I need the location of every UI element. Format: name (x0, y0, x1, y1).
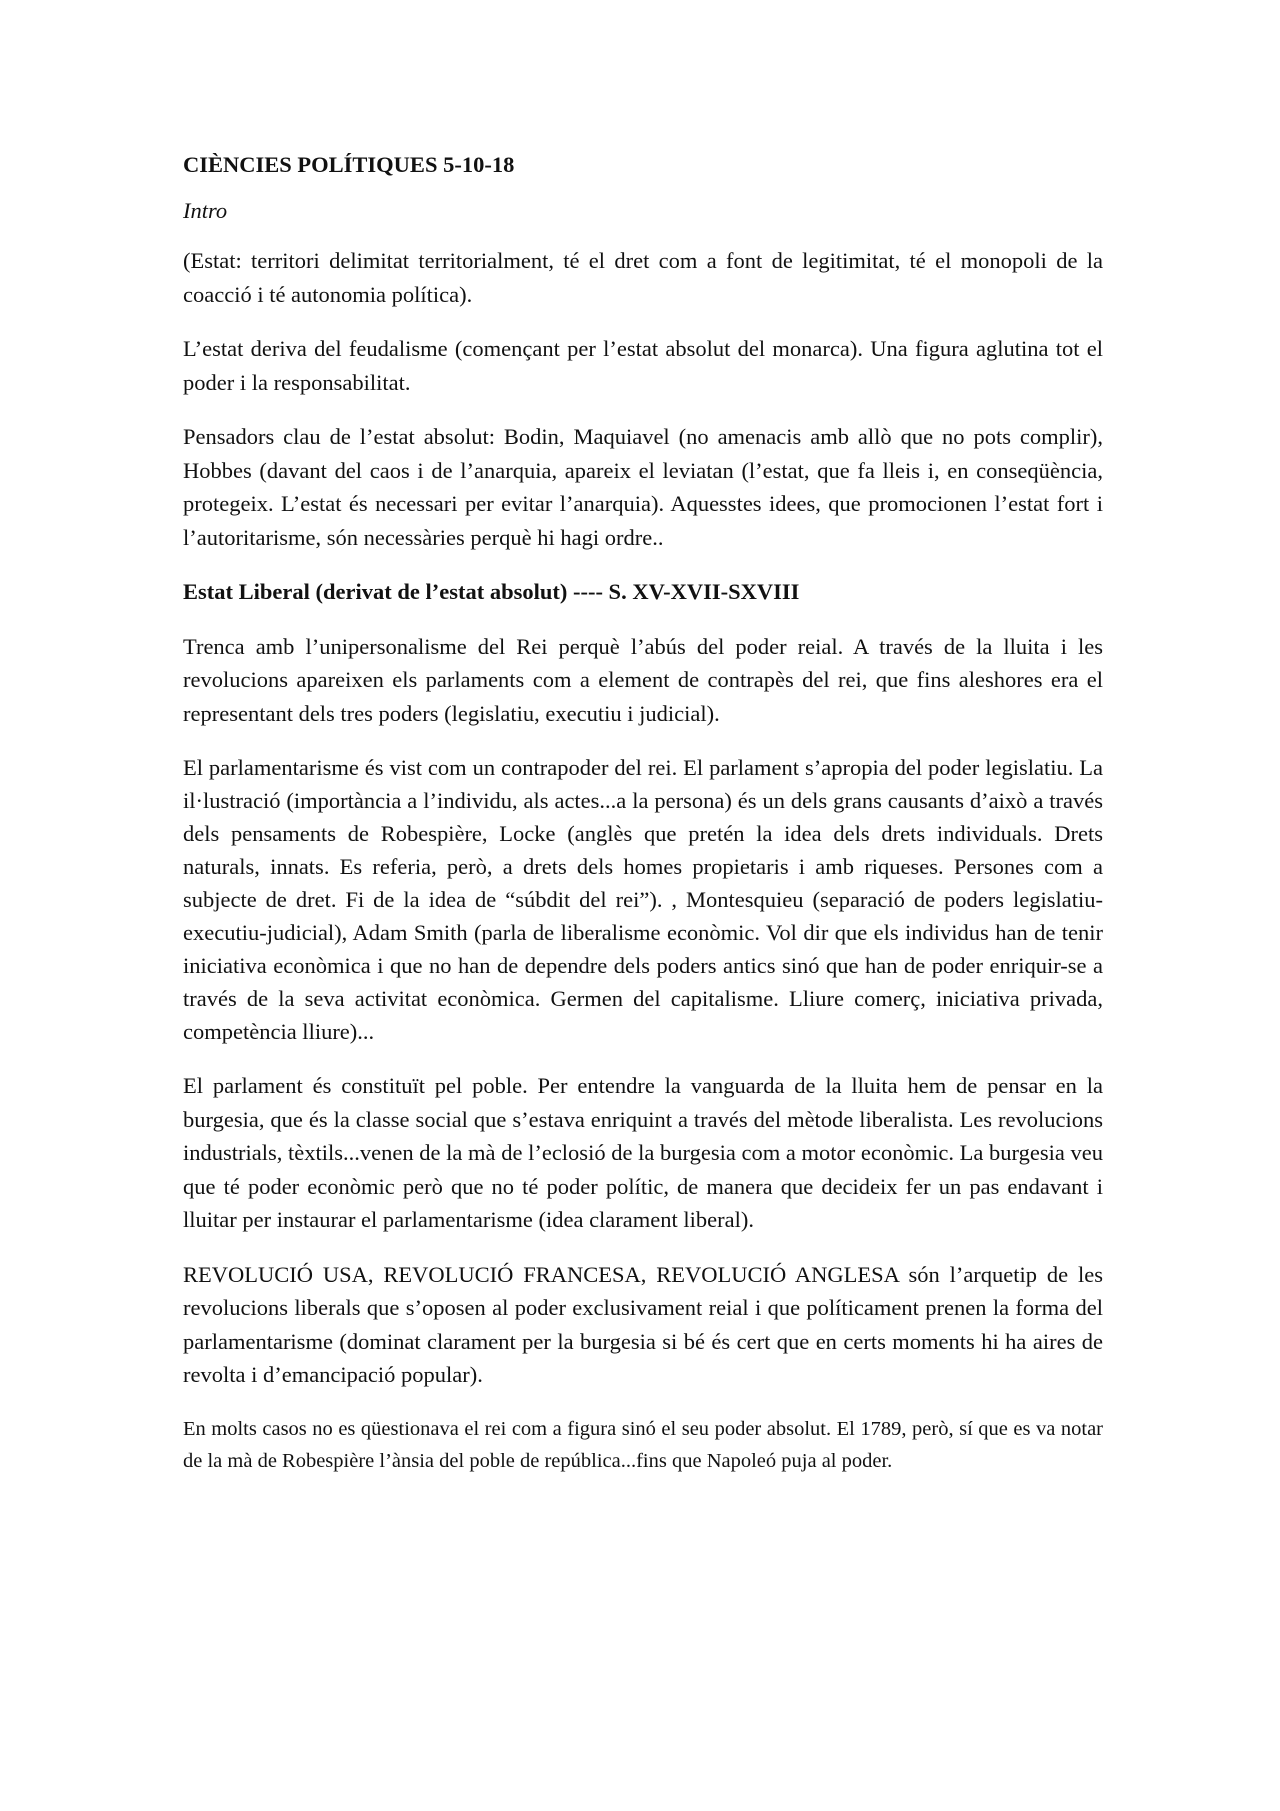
paragraph-feudalisme: L’estat deriva del feudalisme (començant per l’estat absolut del monarca). Una figura aglutina tot el poder i la responsabilitat. (183, 336, 1103, 395)
paragraph-unipersonalisme: Trenca amb l’unipersonalisme del Rei perquè l’abús del poder reial. A través de la lluita i les revolucions apareixen els parlaments com a element de contrapès del rei, que fins aleshores era el representant dels tres poders (legislatiu, executiu i judicial). (183, 633, 1103, 726)
intro-heading: Intro (183, 197, 228, 223)
document-page (183, 148, 1103, 1477)
paragraph-pensadors: Pensadors clau de l’estat absolut: Bodin, Maquiavel (no amenacis amb allò que no pots complir), Hobbes (davant del caos i de l’anarquia, apareix el leviatan (l’estat, que fa lleis i, en conseqüència, protegeix. L’estat és necessari per evitar l’anarquia). Aquesstes idees, que promocionen l’estat fort i l’autoritarisme, són necessàries perquè hi hagi ordre.. (183, 424, 1103, 550)
section-heading-estat-liberal: Estat Liberal (derivat de l’estat absolut) ---- S. XV-XVII-SXVIII (183, 579, 800, 604)
paragraph-parlamentarisme: El parlamentarisme és vist com un contrapoder del rei. El parlament s’apropia del poder legislatiu. La il·lustració (importància a l’individu, als actes...a la persona) és un dels grans causants d’això a través dels pensaments de Robespière, Locke (anglès que pretén la idea dels drets individuals. Drets naturals, innats. Es referia, però, a drets dels homes propietaris i amb riqueses. Persones com a subjecte de dret. Fi de la idea de “súbdit del rei”). , Montesquieu (separació de poders legislatiu-executiu-judicial), Adam Smith (parla de liberalisme econòmic. Vol dir que els individus han de tenir iniciativa econòmica i que no han de dependre dels poders antics sinó que han de poder enriquir-se a través de la seva activitat econòmica. Germen del capitalisme. Lliure comerç, iniciativa privada, competència lliure)... (183, 755, 1103, 1044)
document-title: CIÈNCIES POLÍTIQUES 5-10-18 (183, 152, 515, 177)
paragraph-estat-definition: (Estat: territori delimitat territorialment, té el dret com a font de legitimitat, té el monopoli de la coacció i té autonomia política). (183, 248, 1103, 307)
paragraph-closing: En molts casos no es qüestionava el rei com a figura sinó el seu poder absolut. El 1789, però, sí que es va notar de la mà de Robespière l’ànsia del poble de república...fins que Napoleó puja al poder. (183, 1417, 1103, 1472)
paragraph-burgesia: El parlament és constituït pel poble. Per entendre la vanguarda de la lluita hem de pensar en la burgesia, que és la classe social que s’estava enriquint a través del mètode liberalista. Les revolucions industrials, tèxtils...venen de la mà de l’eclosió de la burgesia com a motor econòmic. La burgesia veu que té poder econòmic però que no té poder polític, de manera que decideix fer un pas endavant i lluitar per instaurar el parlamentarisme (idea clarament liberal). (183, 1073, 1103, 1232)
paragraph-revolucions: REVOLUCIÓ USA, REVOLUCIÓ FRANCESA, REVOLUCIÓ ANGLESA són l’arquetip de les revolucions liberals que s’oposen al poder exclusivament reial i que políticament prenen la forma del parlamentarisme (dominat clarament per la burgesia si bé és cert que en certs moments hi ha aires de revolta i d’emancipació popular). (183, 1261, 1103, 1387)
